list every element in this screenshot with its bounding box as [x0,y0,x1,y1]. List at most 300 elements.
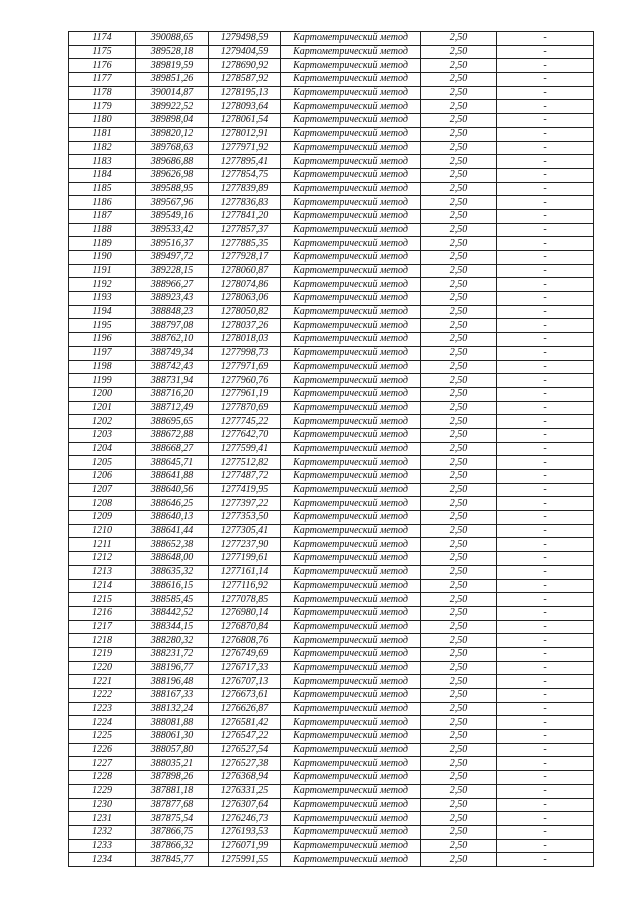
y-coordinate-cell: 1276808,76 [209,634,281,648]
method-cell: Картометрический метод [281,45,421,59]
accuracy-cell: 2,50 [421,743,497,757]
table-row [69,278,594,292]
accuracy-cell: 2,50 [421,675,497,689]
x-coordinate-cell: 387881,18 [136,784,209,798]
y-coordinate-cell: 1276581,42 [209,716,281,730]
point-number-cell: 1176 [69,59,136,73]
method-cell: Картометрический метод [281,333,421,347]
method-cell: Картометрический метод [281,168,421,182]
point-number-cell: 1183 [69,155,136,169]
point-number-cell: 1181 [69,127,136,141]
table-row [69,853,594,867]
point-number-cell: 1194 [69,305,136,319]
y-coordinate-cell: 1277971,69 [209,360,281,374]
x-coordinate-cell: 388762,10 [136,333,209,347]
method-cell: Картометрический метод [281,387,421,401]
method-cell: Картометрический метод [281,415,421,429]
accuracy-cell: 2,50 [421,155,497,169]
accuracy-cell: 2,50 [421,771,497,785]
note-cell: - [497,45,594,59]
y-coordinate-cell: 1277841,20 [209,209,281,223]
point-number-cell: 1206 [69,470,136,484]
x-coordinate-cell: 388672,88 [136,428,209,442]
method-cell: Картометрический метод [281,825,421,839]
point-number-cell: 1211 [69,538,136,552]
method-cell: Картометрический метод [281,32,421,46]
note-cell: - [497,305,594,319]
x-coordinate-cell: 389626,98 [136,168,209,182]
y-coordinate-cell: 1277870,69 [209,401,281,415]
method-cell: Картометрический метод [281,114,421,128]
table-row [69,360,594,374]
x-coordinate-cell: 389820,12 [136,127,209,141]
y-coordinate-cell: 1277199,61 [209,552,281,566]
note-cell: - [497,716,594,730]
accuracy-cell: 2,50 [421,73,497,87]
note-cell: - [497,771,594,785]
point-number-cell: 1210 [69,524,136,538]
x-coordinate-cell: 388442,52 [136,606,209,620]
x-coordinate-cell: 388196,48 [136,675,209,689]
method-cell: Картометрический метод [281,346,421,360]
y-coordinate-cell: 1278093,64 [209,100,281,114]
y-coordinate-cell: 1278063,06 [209,292,281,306]
y-coordinate-cell: 1278587,92 [209,73,281,87]
method-cell: Картометрический метод [281,305,421,319]
x-coordinate-cell: 390088,65 [136,32,209,46]
accuracy-cell: 2,50 [421,497,497,511]
accuracy-cell: 2,50 [421,415,497,429]
x-coordinate-cell: 389549,16 [136,209,209,223]
table-row [69,168,594,182]
y-coordinate-cell: 1276673,61 [209,689,281,703]
accuracy-cell: 2,50 [421,401,497,415]
table-row [69,442,594,456]
table-row [69,483,594,497]
x-coordinate-cell: 387875,54 [136,812,209,826]
method-cell: Картометрический метод [281,497,421,511]
x-coordinate-cell: 387898,26 [136,771,209,785]
y-coordinate-cell: 1277961,19 [209,387,281,401]
point-number-cell: 1195 [69,319,136,333]
accuracy-cell: 2,50 [421,59,497,73]
table-row [69,606,594,620]
method-cell: Картометрический метод [281,401,421,415]
x-coordinate-cell: 388749,34 [136,346,209,360]
point-number-cell: 1226 [69,743,136,757]
x-coordinate-cell: 389819,59 [136,59,209,73]
point-number-cell: 1233 [69,839,136,853]
x-coordinate-cell: 388646,25 [136,497,209,511]
table-row [69,346,594,360]
table-row [69,771,594,785]
y-coordinate-cell: 1276193,53 [209,825,281,839]
method-cell: Картометрический метод [281,784,421,798]
method-cell: Картометрический метод [281,743,421,757]
table-row [69,428,594,442]
accuracy-cell: 2,50 [421,100,497,114]
x-coordinate-cell: 388035,21 [136,757,209,771]
note-cell: - [497,114,594,128]
accuracy-cell: 2,50 [421,757,497,771]
accuracy-cell: 2,50 [421,620,497,634]
y-coordinate-cell: 1277998,73 [209,346,281,360]
accuracy-cell: 2,50 [421,538,497,552]
note-cell: - [497,319,594,333]
method-cell: Картометрический метод [281,428,421,442]
point-number-cell: 1192 [69,278,136,292]
method-cell: Картометрический метод [281,757,421,771]
x-coordinate-cell: 388641,88 [136,470,209,484]
point-number-cell: 1205 [69,456,136,470]
method-cell: Картометрический метод [281,538,421,552]
note-cell: - [497,675,594,689]
method-cell: Картометрический метод [281,86,421,100]
method-cell: Картометрический метод [281,812,421,826]
note-cell: - [497,333,594,347]
note-cell: - [497,360,594,374]
y-coordinate-cell: 1277854,75 [209,168,281,182]
note-cell: - [497,251,594,265]
accuracy-cell: 2,50 [421,825,497,839]
accuracy-cell: 2,50 [421,333,497,347]
x-coordinate-cell: 388966,27 [136,278,209,292]
method-cell: Картометрический метод [281,511,421,525]
table-row [69,237,594,251]
note-cell: - [497,853,594,867]
accuracy-cell: 2,50 [421,387,497,401]
y-coordinate-cell: 1278195,13 [209,86,281,100]
accuracy-cell: 2,50 [421,292,497,306]
method-cell: Картометрический метод [281,442,421,456]
note-cell: - [497,86,594,100]
table-row [69,689,594,703]
method-cell: Картометрический метод [281,771,421,785]
note-cell: - [497,798,594,812]
method-cell: Картометрический метод [281,196,421,210]
accuracy-cell: 2,50 [421,552,497,566]
y-coordinate-cell: 1276749,69 [209,647,281,661]
point-number-cell: 1225 [69,730,136,744]
note-cell: - [497,209,594,223]
x-coordinate-cell: 388645,71 [136,456,209,470]
accuracy-cell: 2,50 [421,209,497,223]
x-coordinate-cell: 388641,44 [136,524,209,538]
note-cell: - [497,702,594,716]
y-coordinate-cell: 1275991,55 [209,853,281,867]
table-row [69,415,594,429]
y-coordinate-cell: 1277487,72 [209,470,281,484]
y-coordinate-cell: 1276717,33 [209,661,281,675]
method-cell: Картометрический метод [281,647,421,661]
x-coordinate-cell: 389898,04 [136,114,209,128]
point-number-cell: 1232 [69,825,136,839]
accuracy-cell: 2,50 [421,565,497,579]
table-row [69,223,594,237]
method-cell: Картометрический метод [281,182,421,196]
x-coordinate-cell: 388196,77 [136,661,209,675]
table-row [69,59,594,73]
accuracy-cell: 2,50 [421,127,497,141]
y-coordinate-cell: 1276331,25 [209,784,281,798]
y-coordinate-cell: 1279404,59 [209,45,281,59]
accuracy-cell: 2,50 [421,374,497,388]
method-cell: Картометрический метод [281,374,421,388]
y-coordinate-cell: 1277599,41 [209,442,281,456]
y-coordinate-cell: 1277836,83 [209,196,281,210]
point-number-cell: 1208 [69,497,136,511]
method-cell: Картометрический метод [281,292,421,306]
table-row [69,114,594,128]
table-row [69,155,594,169]
x-coordinate-cell: 389533,42 [136,223,209,237]
note-cell: - [497,196,594,210]
accuracy-cell: 2,50 [421,853,497,867]
method-cell: Картометрический метод [281,483,421,497]
point-number-cell: 1177 [69,73,136,87]
method-cell: Картометрический метод [281,59,421,73]
point-number-cell: 1207 [69,483,136,497]
point-number-cell: 1216 [69,606,136,620]
method-cell: Картометрический метод [281,620,421,634]
x-coordinate-cell: 388280,32 [136,634,209,648]
method-cell: Картометрический метод [281,524,421,538]
point-number-cell: 1193 [69,292,136,306]
accuracy-cell: 2,50 [421,812,497,826]
note-cell: - [497,552,594,566]
accuracy-cell: 2,50 [421,114,497,128]
point-number-cell: 1186 [69,196,136,210]
y-coordinate-cell: 1276368,94 [209,771,281,785]
table-row [69,470,594,484]
method-cell: Картометрический метод [281,278,421,292]
x-coordinate-cell: 389528,18 [136,45,209,59]
accuracy-cell: 2,50 [421,784,497,798]
table-row [69,812,594,826]
y-coordinate-cell: 1276071,99 [209,839,281,853]
note-cell: - [497,59,594,73]
x-coordinate-cell: 388716,20 [136,387,209,401]
note-cell: - [497,374,594,388]
x-coordinate-cell: 390014,87 [136,86,209,100]
accuracy-cell: 2,50 [421,456,497,470]
x-coordinate-cell: 388061,30 [136,730,209,744]
note-cell: - [497,689,594,703]
y-coordinate-cell: 1277839,89 [209,182,281,196]
table-row [69,798,594,812]
point-number-cell: 1209 [69,511,136,525]
point-number-cell: 1215 [69,593,136,607]
accuracy-cell: 2,50 [421,483,497,497]
point-number-cell: 1231 [69,812,136,826]
note-cell: - [497,839,594,853]
point-number-cell: 1184 [69,168,136,182]
accuracy-cell: 2,50 [421,360,497,374]
y-coordinate-cell: 1276626,87 [209,702,281,716]
note-cell: - [497,538,594,552]
point-number-cell: 1178 [69,86,136,100]
y-coordinate-cell: 1278074,86 [209,278,281,292]
point-number-cell: 1221 [69,675,136,689]
point-number-cell: 1199 [69,374,136,388]
accuracy-cell: 2,50 [421,86,497,100]
x-coordinate-cell: 389228,15 [136,264,209,278]
accuracy-cell: 2,50 [421,839,497,853]
y-coordinate-cell: 1276307,64 [209,798,281,812]
x-coordinate-cell: 387866,75 [136,825,209,839]
note-cell: - [497,565,594,579]
accuracy-cell: 2,50 [421,319,497,333]
point-number-cell: 1214 [69,579,136,593]
point-number-cell: 1179 [69,100,136,114]
table-row [69,647,594,661]
point-number-cell: 1202 [69,415,136,429]
accuracy-cell: 2,50 [421,442,497,456]
table-row [69,661,594,675]
method-cell: Картометрический метод [281,702,421,716]
note-cell: - [497,292,594,306]
note-cell: - [497,456,594,470]
method-cell: Картометрический метод [281,593,421,607]
point-number-cell: 1227 [69,757,136,771]
point-number-cell: 1187 [69,209,136,223]
y-coordinate-cell: 1276980,14 [209,606,281,620]
table-row [69,333,594,347]
table-row [69,579,594,593]
x-coordinate-cell: 388797,08 [136,319,209,333]
y-coordinate-cell: 1276527,54 [209,743,281,757]
table-body [69,32,594,867]
table-row [69,524,594,538]
y-coordinate-cell: 1277642,70 [209,428,281,442]
note-cell: - [497,784,594,798]
method-cell: Картометрический метод [281,634,421,648]
accuracy-cell: 2,50 [421,689,497,703]
point-number-cell: 1197 [69,346,136,360]
table-row [69,45,594,59]
accuracy-cell: 2,50 [421,511,497,525]
note-cell: - [497,825,594,839]
coordinates-table [68,31,594,867]
x-coordinate-cell: 388923,43 [136,292,209,306]
note-cell: - [497,757,594,771]
point-number-cell: 1189 [69,237,136,251]
point-number-cell: 1188 [69,223,136,237]
point-number-cell: 1185 [69,182,136,196]
method-cell: Картометрический метод [281,237,421,251]
point-number-cell: 1224 [69,716,136,730]
table-row [69,675,594,689]
note-cell: - [497,223,594,237]
y-coordinate-cell: 1276707,13 [209,675,281,689]
note-cell: - [497,634,594,648]
table-row [69,538,594,552]
table-row [69,32,594,46]
x-coordinate-cell: 389851,26 [136,73,209,87]
y-coordinate-cell: 1278050,82 [209,305,281,319]
accuracy-cell: 2,50 [421,661,497,675]
x-coordinate-cell: 388648,00 [136,552,209,566]
method-cell: Картометрический метод [281,100,421,114]
accuracy-cell: 2,50 [421,237,497,251]
method-cell: Картометрический метод [281,456,421,470]
accuracy-cell: 2,50 [421,264,497,278]
accuracy-cell: 2,50 [421,524,497,538]
point-number-cell: 1212 [69,552,136,566]
accuracy-cell: 2,50 [421,251,497,265]
y-coordinate-cell: 1277928,17 [209,251,281,265]
note-cell: - [497,182,594,196]
table-row [69,716,594,730]
accuracy-cell: 2,50 [421,182,497,196]
y-coordinate-cell: 1277078,85 [209,593,281,607]
accuracy-cell: 2,50 [421,470,497,484]
note-cell: - [497,387,594,401]
x-coordinate-cell: 388712,49 [136,401,209,415]
note-cell: - [497,141,594,155]
y-coordinate-cell: 1276527,38 [209,757,281,771]
method-cell: Картометрический метод [281,853,421,867]
accuracy-cell: 2,50 [421,702,497,716]
x-coordinate-cell: 387845,77 [136,853,209,867]
point-number-cell: 1222 [69,689,136,703]
note-cell: - [497,32,594,46]
table-row [69,182,594,196]
table-row [69,620,594,634]
note-cell: - [497,73,594,87]
note-cell: - [497,155,594,169]
y-coordinate-cell: 1278037,26 [209,319,281,333]
x-coordinate-cell: 388585,45 [136,593,209,607]
note-cell: - [497,127,594,141]
y-coordinate-cell: 1277960,76 [209,374,281,388]
note-cell: - [497,743,594,757]
accuracy-cell: 2,50 [421,798,497,812]
x-coordinate-cell: 388848,23 [136,305,209,319]
y-coordinate-cell: 1277419,95 [209,483,281,497]
y-coordinate-cell: 1277895,41 [209,155,281,169]
point-number-cell: 1228 [69,771,136,785]
table-row [69,319,594,333]
method-cell: Картометрический метод [281,839,421,853]
method-cell: Картометрический метод [281,689,421,703]
note-cell: - [497,237,594,251]
x-coordinate-cell: 387877,68 [136,798,209,812]
table-row [69,730,594,744]
table-row [69,305,594,319]
method-cell: Картометрический метод [281,360,421,374]
accuracy-cell: 2,50 [421,428,497,442]
x-coordinate-cell: 388057,80 [136,743,209,757]
point-number-cell: 1191 [69,264,136,278]
y-coordinate-cell: 1277971,92 [209,141,281,155]
note-cell: - [497,812,594,826]
note-cell: - [497,346,594,360]
note-cell: - [497,620,594,634]
x-coordinate-cell: 389588,95 [136,182,209,196]
point-number-cell: 1190 [69,251,136,265]
point-number-cell: 1218 [69,634,136,648]
table-row [69,401,594,415]
table-row [69,497,594,511]
y-coordinate-cell: 1277745,22 [209,415,281,429]
table-row [69,634,594,648]
note-cell: - [497,647,594,661]
x-coordinate-cell: 389922,52 [136,100,209,114]
point-number-cell: 1217 [69,620,136,634]
point-number-cell: 1230 [69,798,136,812]
accuracy-cell: 2,50 [421,196,497,210]
